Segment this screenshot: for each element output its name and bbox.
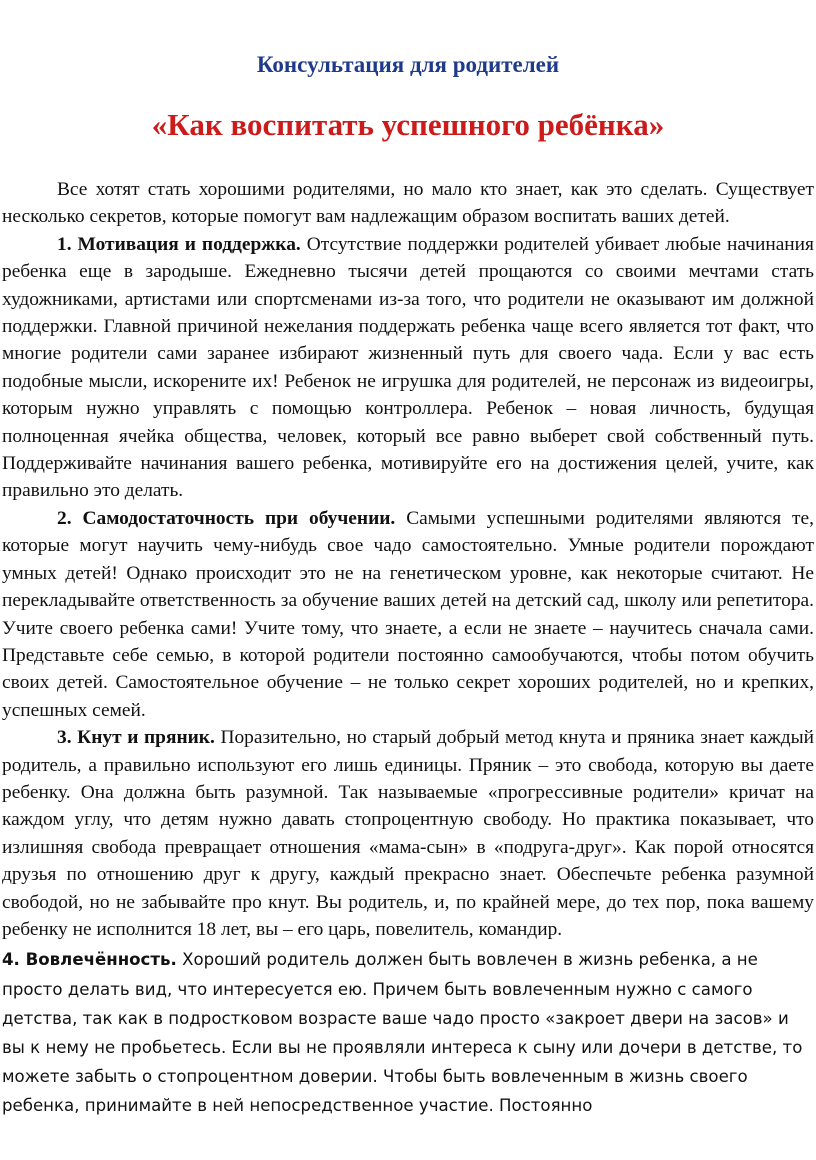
section-text: Хороший родитель должен быть вовлечен в жизнь ребенка, а не просто делать вид, что интересуется ею. Причем быть вовлеченным нужно с самого детства, так как в подростковом возрасте ваше чадо просто «закроет двери на засов» и вы к нему не пробьетесь. Если вы не проявляли интереса к сыну или дочери в детстве, то можете забыть о стопроцентном доверии. Чтобы быть вовлеченным в жизнь своего ребенка, принимайте в ней непосредственное участие. Постоянно bbox=[2, 950, 803, 1116]
section-heading: 4. Вовлечённость. bbox=[2, 950, 177, 970]
section-involvement bbox=[2, 945, 814, 1120]
section-carrot-stick bbox=[2, 724, 814, 943]
section-text: Самыми успешными родителями являются те, которые могут научить чему-нибудь свое чадо самостоятельно. Умные родители порождают умных детей! Однако происходит это не на генетическом уровне, как некоторые считают. Не перекладывайте ответственность за обучение ваших детей на детский сад, школу или репетитора. Учите своего ребенка сами! Учите тому, что знаете, а если не знаете – научитесь сначала сами. Представьте себе семью, в которой родители постоянно самообучаются, чтобы потом обучить своих детей. Самостоятельное обучение – не только секрет хороших родителей, но и крепких, успешных семей. bbox=[2, 507, 814, 721]
section-heading: 3. Кнут и пряник. bbox=[57, 727, 215, 749]
intro-paragraph: Все хотят стать хорошими родителями, но мало кто знает, как это сделать. Существует несколько секретов, которые помогут вам надлежащим образом воспитать ваших детей. bbox=[2, 179, 814, 228]
document-body bbox=[2, 176, 814, 1121]
section-text: Отсутствие поддержки родителей убивает любые начинания ребенка еще в зародыше. Ежедневно тысячи детей прощаются со своими мечтами стать художниками, артистами или спортсменами из-за того, что родители не оказывают им должной поддержки. Главной причиной нежелания поддержать ребенка чаще всего является тот факт, что многие родители сами заранее избирают жизненный путь для своего чада. Если у вас есть подобные мысли, искорените их! Ребенок не игрушка для родителей, не персонаж из видеоигры, которым нужно управлять с помощью контроллера. Ребенок – новая личность, будущая полноценная ячейка общества, человек, который все равно выберет свой собственный путь. Поддерживайте начинания вашего ребенка, мотивируйте его на достижения целей, учите, как правильно это делать. bbox=[2, 233, 814, 502]
section-heading: 2. Самодостаточность при обучении. bbox=[57, 507, 396, 529]
section-text: Поразительно, но старый добрый метод кнута и пряника знает каждый родитель, а правильно используют его лишь единицы. Пряник – это свобода, которую вы даете ребенку. Она должна быть разумной. Так называемые «прогрессивные родители» кричат на каждом углу, что детям нужно давать стопроцентную свободу. Но практика показывает, что излишняя свобода превращает отношения «мама-сын» в «подруга-друг». Как порой относятся друзья по отношению друг к другу, каждый прекрасно знает. Обеспечьте ребенка разумной свободой, но не забывайте про кнут. Вы родитель, и, по крайней мере, до тех пор, пока вашему ребенку не исполнится 18 лет, вы – его царь, повелитель, командир. bbox=[2, 727, 814, 940]
section-self-learning bbox=[2, 505, 814, 724]
section-motivation bbox=[2, 231, 814, 505]
document-subtitle: Консультация для родителей bbox=[256, 52, 560, 77]
section-heading: 1. Мотивация и поддержка. bbox=[57, 233, 301, 255]
document-title: «Как воспитать успешного ребёнка» bbox=[151, 107, 665, 142]
